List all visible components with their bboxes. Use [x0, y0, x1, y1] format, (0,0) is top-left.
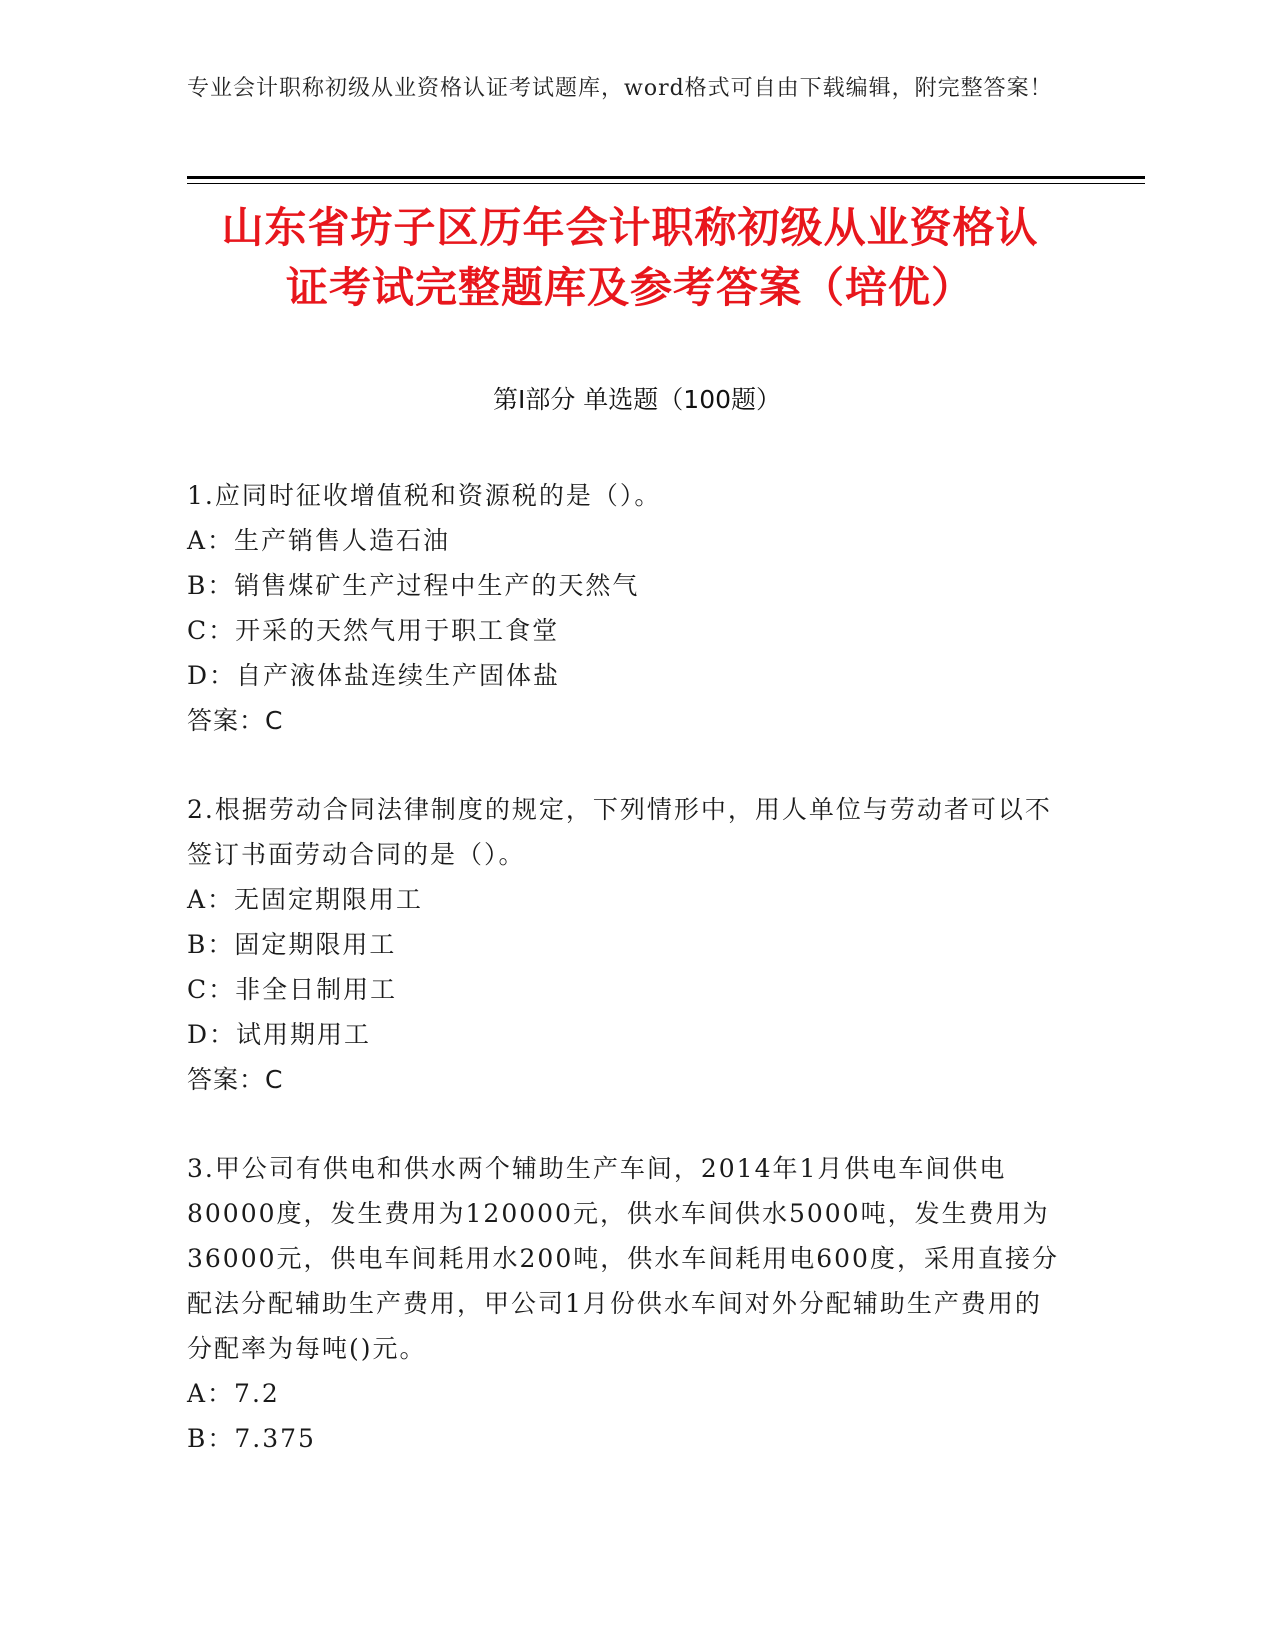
header-note: 专业会计职称初级从业资格认证考试题库，word格式可自由下载编辑，附完整答案！: [187, 76, 1053, 101]
question-1: [187, 473, 1067, 743]
option-c: C：非全日制用工: [187, 975, 398, 1004]
question-text: 2.根据劳动合同法律制度的规定，下列情形中，用人单位与劳动者可以不签订书面劳动合同的是（）。: [187, 795, 1052, 869]
header-rule-thin: [187, 183, 1145, 184]
option-b: B：固定期限用工: [187, 930, 397, 959]
question-text: 3.甲公司有供电和供水两个辅助生产车间，2014年1月供电车间供电80000度，发生费用为120000元，供水车间供水5000吨，发生费用为36000元，供电车间耗用水200吨，供水车间耗用电600度，采用直接分配法分配辅助生产费用，甲公司1月份供水车间对外分配辅助生产费用的分配率为每吨()元。: [187, 1154, 1059, 1363]
question-text: 1.应同时征收增值税和资源税的是（）。: [187, 481, 662, 510]
question-2: [187, 787, 1067, 1102]
option-c: C：开采的天然气用于职工食堂: [187, 616, 560, 645]
option-d: D：试用期用工: [187, 1020, 372, 1049]
option-b: B：7.375: [187, 1424, 316, 1453]
title-line-2: 证考试完整题库及参考答案（培优）: [285, 263, 974, 312]
question-3: [187, 1146, 1067, 1461]
section-title: 第Ⅰ部分 单选题（100题）: [492, 385, 782, 414]
question-list: [187, 473, 1067, 1505]
option-a: A：无固定期限用工: [187, 885, 424, 914]
option-d: D：自产液体盐连续生产固体盐: [187, 661, 561, 690]
document-title: [180, 198, 1080, 318]
option-b: B：销售煤矿生产过程中生产的天然气: [187, 571, 640, 600]
option-a: A：生产销售人造石油: [187, 526, 451, 555]
option-a: A：7.2: [187, 1379, 280, 1408]
header-rule-thick: [187, 176, 1145, 179]
answer: 答案：C: [187, 706, 284, 735]
title-line-1: 山东省坊子区历年会计职称初级从业资格认: [221, 203, 1039, 252]
answer: 答案：C: [187, 1065, 284, 1094]
